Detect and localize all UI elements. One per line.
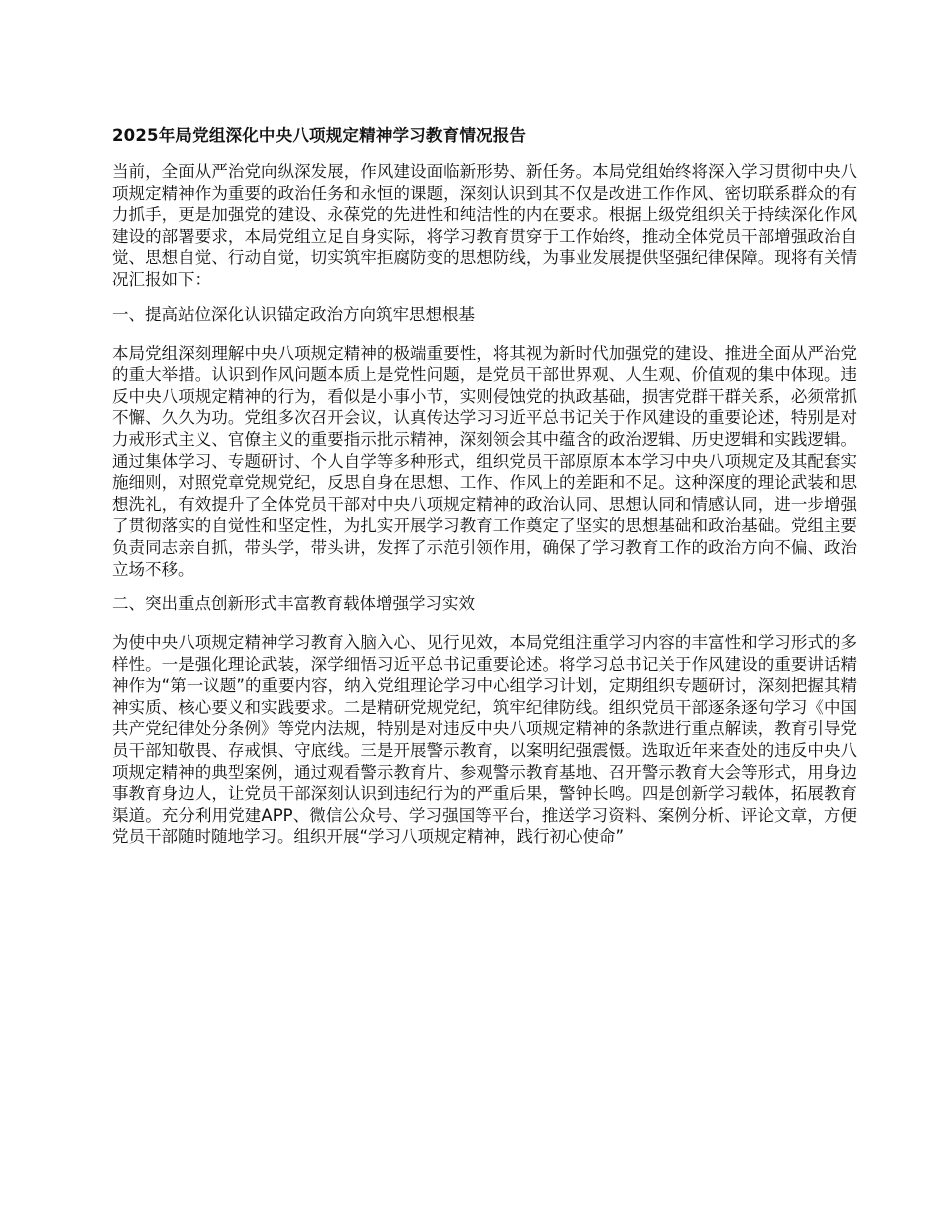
section-2-body: 为使中央八项规定精神学习教育入脑入心、见行见效，本局党组注重学习内容的丰富性和学习形式的多样性。一是强化理论武装，深学细悟习近平总书记重要论述。将学习总书记关于作风建设的重要讲话精神作为“第一议题”的重要内容，纳入党组理论学习中心组学习计划，定期组织专题研讨，深刻把握其精神实质、核心要义和实践要求。二是精研党规党纪，筑牢纪律防线。组织党员干部逐条逐句学习《中国共产党纪律处分条例》等党内法规，特别是对违反中央八项规定精神的条款进行重点解读，教育引导党员干部知敬畏、存戒惧、守底线。三是开展警示教育，以案明纪强震慑。选取近年来查处的违反中央八项规定精神的典型案例，通过观看警示教育片、参观警示教育基地、召开警示教育大会等形式，用身边事教育身边人，让党员干部深刻认识到违纪行为的严重后果，警钟长鸣。四是创新学习载体，拓展教育渠道。充分利用党建APP、微信公众号、学习强国等平台，推送学习资料、案例分析、评论文章，方便党员干部随时随地学习。组织开展“学习八项规定精神，践行初心使命” — [112, 633, 857, 847]
document-page — [112, 123, 857, 860]
section-1-body: 本局党组深刻理解中央八项规定精神的极端重要性，将其视为新时代加强党的建设、推进全面从严治党的重大举措。认识到作风问题本质上是党性问题，是党员干部世界观、人生观、价值观的集中体现。违反中央八项规定精神的行为，看似是小事小节，实则侵蚀党的执政基础，损害党群干群关系，必须常抓不懈、久久为功。党组多次召开会议，认真传达学习习近平总书记关于作风建设的重要论述，特别是对力戒形式主义、官僚主义的重要指示批示精神，深刻领会其中蕴含的政治逻辑、历史逻辑和实践逻辑。通过集体学习、专题研讨、个人自学等多种形式，组织党员干部原原本本学习中央八项规定及其配套实施细则，对照党章党规党纪，反思自身在思想、工作、作风上的差距和不足。这种深度的理论武装和思想洗礼，有效提升了全体党员干部对中央八项规定精神的政治认同、思想认同和情感认同，进一步增强了贯彻落实的自觉性和坚定性，为扎实开展学习教育工作奠定了坚实的思想基础和政治基础。党组主要负责同志亲自抓，带头学，带头讲，发挥了示范引领作用，确保了学习教育工作的政治方向不偏、政治立场不移。 — [112, 343, 857, 579]
section-1-heading: 一、提高站位深化认识锚定政治方向筑牢思想根基 — [112, 304, 475, 324]
section-2-heading: 二、突出重点创新形式丰富教育载体增强学习实效 — [112, 594, 475, 614]
intro-paragraph: 当前，全面从严治党向纵深发展，作风建设面临新形势、新任务。本局党组始终将深入学习贯彻中央八项规定精神作为重要的政治任务和永恒的课题，深刻认识到其不仅是改进工作作风、密切联系群众的有力抓手，更是加强党的建设、永葆党的先进性和纯洁性的内在要求。根据上级党组织关于持续深化作风建设的部署要求，本局党组立足自身实际，将学习教育贯穿于工作始终，推动全体党员干部增强政治自觉、思想自觉、行动自觉，切实筑牢拒腐防变的思想防线，为事业发展提供坚强纪律保障。现将有关情况汇报如下： — [112, 162, 857, 289]
document-title: 2025年局党组深化中央八项规定精神学习教育情况报告 — [112, 126, 527, 145]
